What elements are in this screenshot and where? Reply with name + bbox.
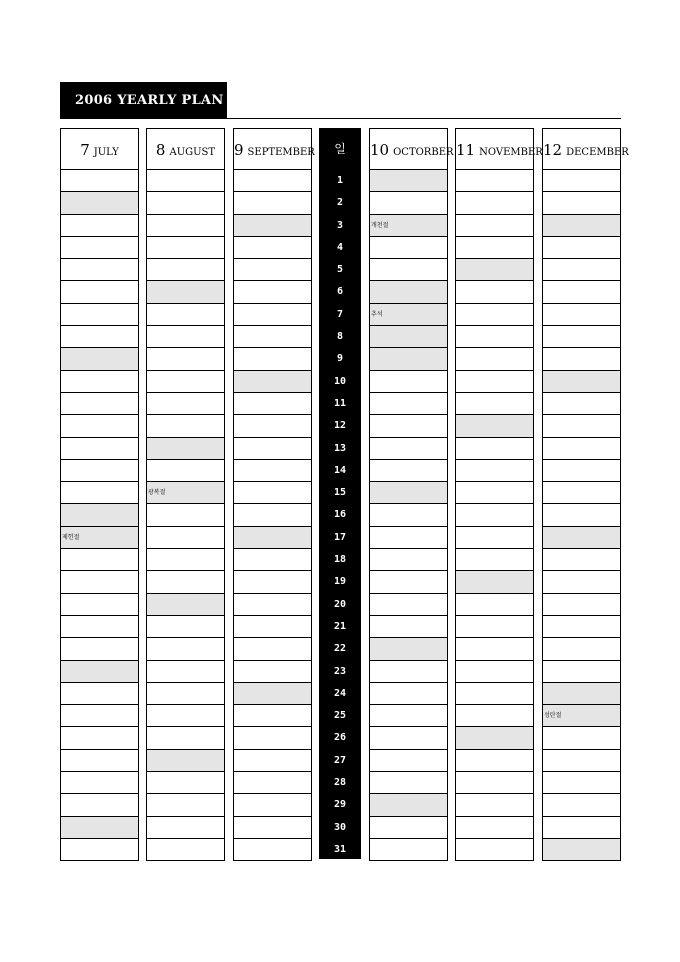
day-cell[interactable] xyxy=(60,192,139,214)
day-cell[interactable] xyxy=(233,594,312,616)
day-number: 27 xyxy=(333,754,347,766)
month-column xyxy=(542,128,629,861)
holiday-cell[interactable]: 제헌절 xyxy=(60,527,139,549)
day-number: 9 xyxy=(336,353,344,365)
day-cell[interactable] xyxy=(369,393,448,415)
month-column xyxy=(455,128,543,861)
day-cell[interactable] xyxy=(369,237,448,259)
day-cell[interactable] xyxy=(233,772,312,794)
month-header xyxy=(455,128,543,170)
day-cell[interactable] xyxy=(146,616,225,638)
holiday-cell[interactable]: 개천절 xyxy=(369,215,448,237)
month-name: OCTORBER xyxy=(393,147,454,158)
day-cell[interactable] xyxy=(455,215,534,237)
month-number: 8 xyxy=(155,141,166,159)
day-cell[interactable] xyxy=(60,215,139,237)
day-number: 22 xyxy=(333,643,347,655)
day-number: 10 xyxy=(333,375,347,387)
day-cell[interactable] xyxy=(146,661,225,683)
month-number: 12 xyxy=(543,141,563,159)
day-cell[interactable] xyxy=(542,661,621,683)
day-number: 19 xyxy=(333,576,347,588)
day-cell[interactable] xyxy=(233,571,312,593)
day-cell[interactable] xyxy=(455,371,534,393)
day-number: 6 xyxy=(336,286,344,298)
month-column xyxy=(369,128,454,861)
day-cell[interactable] xyxy=(369,727,448,749)
day-cell[interactable] xyxy=(146,772,225,794)
day-cell[interactable] xyxy=(369,460,448,482)
day-cell[interactable] xyxy=(233,371,312,393)
day-number: 24 xyxy=(333,687,347,699)
day-cell[interactable] xyxy=(146,192,225,214)
day-cell[interactable] xyxy=(455,192,534,214)
day-number: 5 xyxy=(336,264,344,276)
day-cell[interactable] xyxy=(233,750,312,772)
day-cell[interactable] xyxy=(60,170,139,192)
day-number: 18 xyxy=(333,554,347,566)
day-cell[interactable] xyxy=(233,549,312,571)
day-cell[interactable] xyxy=(146,259,225,281)
day-cell[interactable] xyxy=(542,839,621,861)
day-cell[interactable] xyxy=(233,638,312,660)
day-number-column xyxy=(319,128,361,859)
day-number: 21 xyxy=(333,620,347,632)
month-name: JULY xyxy=(93,147,119,158)
day-cell[interactable] xyxy=(233,438,312,460)
day-cell[interactable] xyxy=(369,527,448,549)
holiday-cell[interactable]: 추석 xyxy=(369,304,448,326)
day-cell[interactable] xyxy=(369,549,448,571)
day-cell[interactable] xyxy=(233,527,312,549)
day-cell[interactable] xyxy=(146,638,225,660)
day-number: 23 xyxy=(333,665,347,677)
day-cell[interactable] xyxy=(60,348,139,370)
page-title: 2006 YEARLY PLAN xyxy=(60,82,227,119)
day-cell[interactable] xyxy=(369,170,448,192)
day-cell[interactable] xyxy=(146,705,225,727)
day-cell[interactable] xyxy=(369,638,448,660)
day-number: 29 xyxy=(333,799,347,811)
month-number: 9 xyxy=(234,141,244,159)
day-cell[interactable] xyxy=(146,817,225,839)
day-cell[interactable] xyxy=(146,393,225,415)
day-cell[interactable] xyxy=(146,727,225,749)
day-cell[interactable] xyxy=(369,772,448,794)
day-cell[interactable] xyxy=(455,571,534,593)
day-cell[interactable] xyxy=(455,482,534,504)
day-cell[interactable] xyxy=(542,170,621,192)
day-cell[interactable] xyxy=(542,616,621,638)
day-cell[interactable] xyxy=(369,705,448,727)
day-cell[interactable] xyxy=(542,259,621,281)
day-number: 8 xyxy=(336,331,344,343)
month-column xyxy=(60,128,139,861)
day-cell[interactable] xyxy=(146,460,225,482)
title-rule xyxy=(227,118,621,119)
day-cell[interactable] xyxy=(146,281,225,303)
day-cell[interactable] xyxy=(542,215,621,237)
day-cell[interactable] xyxy=(233,683,312,705)
month-number: 7 xyxy=(80,141,90,159)
day-cell[interactable] xyxy=(455,393,534,415)
day-cell[interactable] xyxy=(60,504,139,526)
day-cell[interactable] xyxy=(233,393,312,415)
day-cell[interactable] xyxy=(542,772,621,794)
day-cell[interactable] xyxy=(233,727,312,749)
day-number: 17 xyxy=(333,531,347,543)
day-cell[interactable] xyxy=(369,817,448,839)
day-cell[interactable] xyxy=(233,460,312,482)
day-cell[interactable] xyxy=(542,571,621,593)
day-cell[interactable] xyxy=(233,348,312,370)
day-cell[interactable] xyxy=(146,504,225,526)
day-cell[interactable] xyxy=(233,281,312,303)
day-cell[interactable] xyxy=(542,192,621,214)
day-number: 31 xyxy=(333,843,347,855)
day-number: 26 xyxy=(333,732,347,744)
day-cell[interactable] xyxy=(146,371,225,393)
day-cell[interactable] xyxy=(233,616,312,638)
day-cell[interactable] xyxy=(146,571,225,593)
day-cell[interactable] xyxy=(542,371,621,393)
day-cell[interactable] xyxy=(233,482,312,504)
day-cell[interactable] xyxy=(369,259,448,281)
day-cell[interactable] xyxy=(60,281,139,303)
day-cell[interactable] xyxy=(455,683,534,705)
day-cell[interactable] xyxy=(60,482,139,504)
day-cell[interactable] xyxy=(60,326,139,348)
day-cell[interactable] xyxy=(542,504,621,526)
day-cell[interactable] xyxy=(455,750,534,772)
day-cell[interactable] xyxy=(369,504,448,526)
month-name: NOVEMBER xyxy=(479,147,543,158)
day-cell[interactable] xyxy=(146,750,225,772)
day-cell[interactable] xyxy=(233,817,312,839)
day-cell[interactable] xyxy=(233,839,312,861)
day-cell[interactable] xyxy=(60,549,139,571)
day-cell[interactable] xyxy=(542,727,621,749)
day-cell[interactable] xyxy=(455,817,534,839)
day-cell[interactable] xyxy=(146,839,225,861)
day-cell[interactable] xyxy=(233,794,312,816)
day-cell[interactable] xyxy=(455,281,534,303)
day-number: 11 xyxy=(333,397,347,409)
month-column xyxy=(146,128,225,861)
day-cell[interactable] xyxy=(60,839,139,861)
day-cell[interactable] xyxy=(369,661,448,683)
day-number: 7 xyxy=(336,308,344,320)
day-cell[interactable] xyxy=(60,705,139,727)
day-cell[interactable] xyxy=(369,281,448,303)
day-cell[interactable] xyxy=(60,371,139,393)
day-cell[interactable] xyxy=(455,661,534,683)
day-cell[interactable] xyxy=(369,750,448,772)
day-cell[interactable] xyxy=(542,326,621,348)
day-cell[interactable] xyxy=(369,371,448,393)
day-cell[interactable] xyxy=(146,594,225,616)
day-cell[interactable] xyxy=(233,192,312,214)
day-cell[interactable] xyxy=(233,326,312,348)
day-cell[interactable] xyxy=(369,438,448,460)
day-cell[interactable] xyxy=(455,794,534,816)
day-cell[interactable] xyxy=(542,549,621,571)
day-cell[interactable] xyxy=(60,259,139,281)
day-cell[interactable] xyxy=(146,348,225,370)
day-number: 15 xyxy=(333,487,347,499)
day-cell[interactable] xyxy=(369,839,448,861)
month-name: AUGUST xyxy=(169,147,216,158)
day-cell[interactable] xyxy=(369,326,448,348)
day-column-header: 일 xyxy=(334,142,346,156)
day-cell[interactable] xyxy=(60,237,139,259)
day-cell[interactable] xyxy=(60,794,139,816)
day-cell[interactable] xyxy=(60,594,139,616)
day-cell[interactable] xyxy=(455,594,534,616)
day-cell[interactable] xyxy=(455,504,534,526)
day-cell[interactable] xyxy=(542,281,621,303)
day-cell[interactable] xyxy=(146,215,225,237)
day-cell[interactable] xyxy=(455,237,534,259)
day-cell[interactable] xyxy=(369,794,448,816)
day-cell[interactable] xyxy=(233,705,312,727)
month-column xyxy=(233,128,315,861)
day-cell[interactable] xyxy=(146,683,225,705)
day-cell[interactable] xyxy=(233,259,312,281)
month-number: 10 xyxy=(370,141,390,159)
day-cell[interactable] xyxy=(233,215,312,237)
day-cell[interactable] xyxy=(60,750,139,772)
day-cell[interactable] xyxy=(455,727,534,749)
day-cell[interactable] xyxy=(455,259,534,281)
day-cell[interactable] xyxy=(542,638,621,660)
day-cell[interactable] xyxy=(455,415,534,437)
month-name: SEPTEMBER xyxy=(247,147,315,158)
month-header xyxy=(60,128,139,170)
day-number: 28 xyxy=(333,777,347,789)
day-cell[interactable] xyxy=(542,237,621,259)
day-number: 16 xyxy=(333,509,347,521)
day-cell[interactable] xyxy=(542,683,621,705)
day-cell[interactable] xyxy=(60,571,139,593)
day-number: 13 xyxy=(333,442,347,454)
day-cell[interactable] xyxy=(455,326,534,348)
day-cell[interactable] xyxy=(455,549,534,571)
day-cell[interactable] xyxy=(542,527,621,549)
day-cell[interactable] xyxy=(542,817,621,839)
day-cell[interactable] xyxy=(233,504,312,526)
day-number: 20 xyxy=(333,598,347,610)
day-cell[interactable] xyxy=(60,460,139,482)
day-cell[interactable] xyxy=(542,460,621,482)
day-cell[interactable] xyxy=(233,661,312,683)
day-cell[interactable] xyxy=(455,170,534,192)
day-number: 2 xyxy=(336,197,344,209)
day-number: 1 xyxy=(336,175,344,186)
day-cell[interactable] xyxy=(369,571,448,593)
day-cell[interactable] xyxy=(146,326,225,348)
month-number: 11 xyxy=(456,141,476,159)
day-cell[interactable] xyxy=(60,638,139,660)
month-header xyxy=(369,128,454,170)
day-cell[interactable] xyxy=(542,482,621,504)
day-number: 25 xyxy=(333,710,347,722)
day-cell[interactable] xyxy=(233,304,312,326)
day-cell[interactable] xyxy=(146,237,225,259)
day-cell[interactable] xyxy=(369,594,448,616)
day-cell[interactable] xyxy=(60,772,139,794)
month-name: DECEMBER xyxy=(566,147,629,158)
day-cell[interactable] xyxy=(146,527,225,549)
day-number: 3 xyxy=(336,219,344,231)
day-number: 4 xyxy=(336,241,344,253)
day-cell[interactable] xyxy=(60,616,139,638)
day-cell[interactable] xyxy=(455,438,534,460)
day-cell[interactable] xyxy=(542,750,621,772)
day-cell[interactable] xyxy=(542,594,621,616)
day-cell[interactable] xyxy=(455,460,534,482)
holiday-cell[interactable]: 성탄절 xyxy=(542,705,621,727)
day-cell[interactable] xyxy=(455,839,534,861)
day-cell[interactable] xyxy=(542,393,621,415)
day-cell[interactable] xyxy=(542,794,621,816)
day-cell[interactable] xyxy=(369,616,448,638)
day-cell[interactable] xyxy=(60,415,139,437)
day-cell[interactable] xyxy=(60,817,139,839)
day-cell[interactable] xyxy=(146,170,225,192)
month-header xyxy=(233,128,315,170)
day-cell[interactable] xyxy=(542,304,621,326)
day-cell[interactable] xyxy=(542,348,621,370)
day-cell[interactable] xyxy=(60,304,139,326)
day-cell[interactable] xyxy=(455,616,534,638)
day-cell[interactable] xyxy=(146,304,225,326)
day-cell[interactable] xyxy=(369,415,448,437)
holiday-cell[interactable]: 광복절 xyxy=(146,482,225,504)
day-cell[interactable] xyxy=(146,438,225,460)
day-cell[interactable] xyxy=(455,527,534,549)
day-cell[interactable] xyxy=(542,438,621,460)
day-cell[interactable] xyxy=(369,348,448,370)
day-cell[interactable] xyxy=(146,794,225,816)
day-cell[interactable] xyxy=(542,415,621,437)
day-cell[interactable] xyxy=(60,393,139,415)
day-cell[interactable] xyxy=(233,237,312,259)
day-cell[interactable] xyxy=(455,304,534,326)
day-cell[interactable] xyxy=(455,638,534,660)
day-number: 14 xyxy=(333,464,347,476)
day-cell[interactable] xyxy=(233,170,312,192)
day-cell[interactable] xyxy=(233,415,312,437)
day-cell[interactable] xyxy=(455,348,534,370)
day-cell[interactable] xyxy=(146,549,225,571)
day-number: 30 xyxy=(333,821,347,833)
day-cell[interactable] xyxy=(60,683,139,705)
day-cell[interactable] xyxy=(369,683,448,705)
day-cell[interactable] xyxy=(455,772,534,794)
day-cell[interactable] xyxy=(60,438,139,460)
day-cell[interactable] xyxy=(146,415,225,437)
day-cell[interactable] xyxy=(455,705,534,727)
month-header xyxy=(542,128,629,170)
day-cell[interactable] xyxy=(60,727,139,749)
day-cell[interactable] xyxy=(60,661,139,683)
month-header xyxy=(146,128,225,170)
day-cell[interactable] xyxy=(369,192,448,214)
day-number: 12 xyxy=(333,420,347,432)
day-cell[interactable] xyxy=(369,482,448,504)
